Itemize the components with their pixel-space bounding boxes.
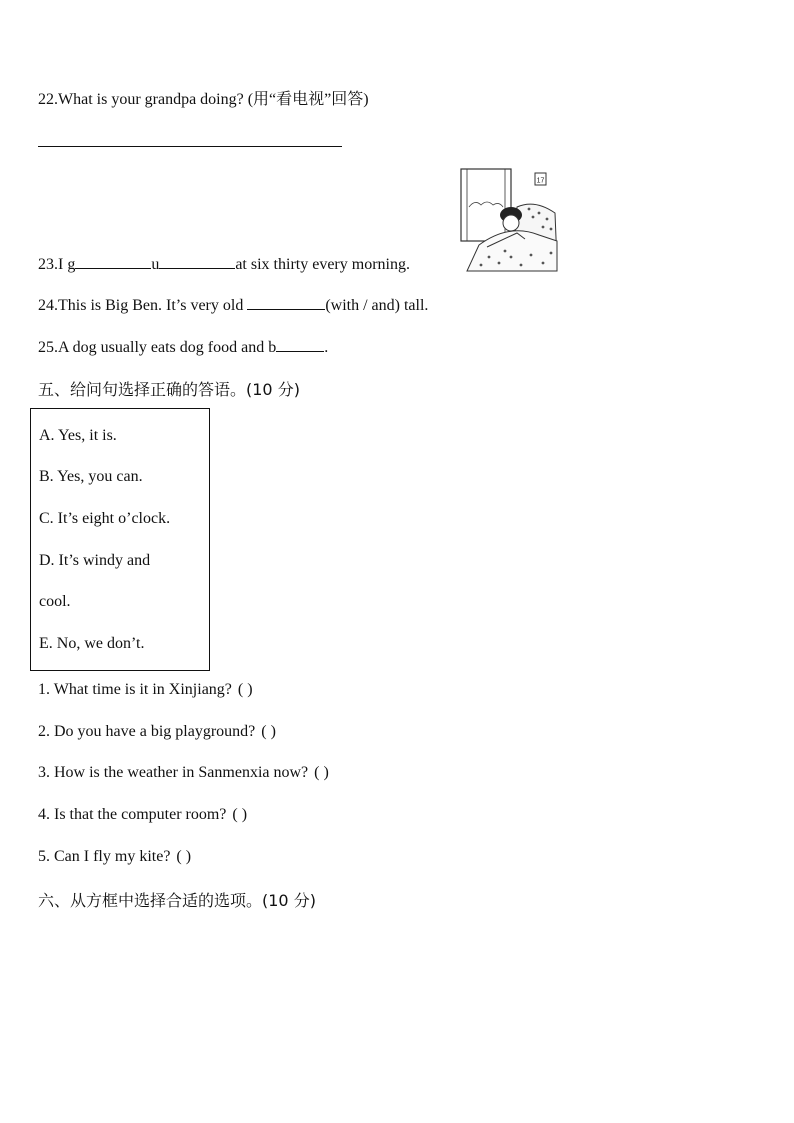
- answer-parentheses[interactable]: ( ): [176, 848, 192, 865]
- option-b: B. Yes, you can.: [39, 468, 143, 485]
- question-number: 22.: [38, 91, 58, 108]
- answer-parentheses[interactable]: ( ): [314, 764, 329, 781]
- matching-question-3: [38, 764, 329, 782]
- window-frame: [461, 169, 511, 241]
- question-23: [38, 254, 410, 274]
- question-text: What is your grandpa doing? (用“看电视”回答): [58, 91, 369, 108]
- question-text-part: This is Big Ben. It’s very old: [58, 297, 248, 314]
- question-22: [38, 86, 369, 109]
- question-text: 2. Do you have a big playground?: [38, 723, 256, 740]
- question-number: 24.: [38, 297, 58, 314]
- fill-blank[interactable]: [247, 295, 325, 310]
- calendar-label: 17: [536, 177, 545, 185]
- fill-blank[interactable]: [276, 337, 324, 352]
- question-text-part: I g: [58, 256, 76, 273]
- fill-blank[interactable]: [159, 254, 235, 269]
- question-number: 25.: [38, 339, 58, 356]
- matching-question-4: [38, 806, 247, 824]
- fill-blank[interactable]: [75, 254, 151, 269]
- question-text-part: .: [324, 339, 329, 356]
- option-a: A. Yes, it is.: [39, 427, 117, 444]
- question-text-part: (with / and) tall.: [325, 297, 429, 314]
- question-text-part: A dog usually eats dog food and b: [58, 339, 277, 356]
- answer-line-22[interactable]: [38, 146, 342, 147]
- matching-question-1: [38, 681, 253, 699]
- answer-parentheses[interactable]: ( ): [232, 806, 248, 823]
- section-5-heading: 五、给问句选择正确的答语。(10 分): [38, 380, 300, 399]
- option-e: E. No, we don’t.: [39, 635, 145, 652]
- question-text-part: u: [151, 256, 160, 273]
- boy-face: [503, 215, 519, 231]
- matching-question-2: [38, 723, 276, 741]
- boy-waking-up-illustration: [459, 167, 559, 272]
- question-text: 3. How is the weather in Sanmenxia now?: [38, 764, 309, 781]
- answer-options-box: [30, 408, 210, 671]
- question-text: 4. Is that the computer room?: [38, 806, 227, 823]
- option-c: C. It’s eight o’clock.: [39, 510, 171, 527]
- question-text-part: at six thirty every morning.: [235, 256, 410, 273]
- question-number: 23.: [38, 256, 58, 273]
- option-d: D. It’s windy and: [39, 552, 151, 569]
- question-25: [38, 337, 328, 357]
- question-24: [38, 295, 428, 315]
- question-text: 5. Can I fly my kite?: [38, 848, 171, 865]
- question-text: 1. What time is it in Xinjiang?: [38, 681, 232, 698]
- option-d-continued: cool.: [39, 593, 71, 610]
- section-6-heading: 六、从方框中选择合适的选项。(10 分): [38, 891, 316, 910]
- answer-parentheses[interactable]: ( ): [261, 723, 276, 740]
- matching-question-5: [38, 848, 191, 866]
- answer-parentheses[interactable]: ( ): [237, 681, 253, 698]
